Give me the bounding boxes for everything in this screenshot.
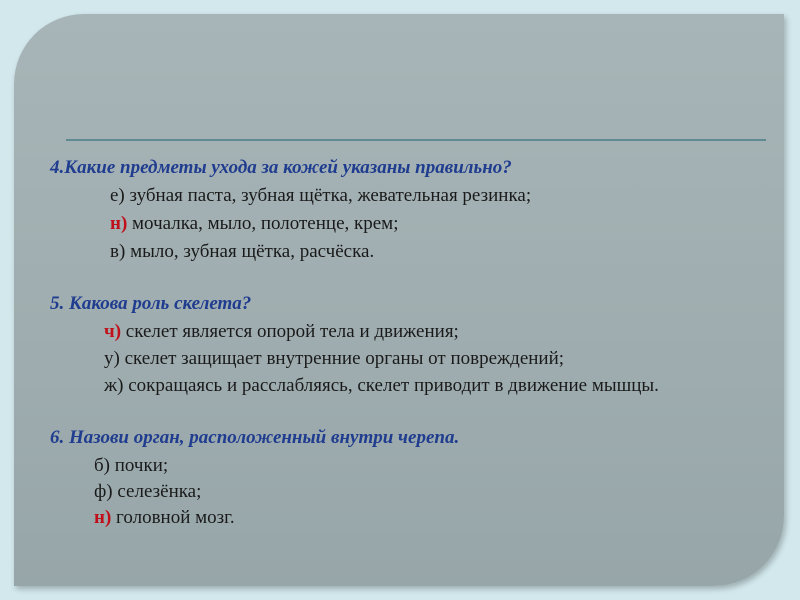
question-4-title: 4.Какие предметы ухода за кожей указаны правильно? — [50, 157, 512, 178]
option-text: мыло, зубная щётка, расчёска. — [125, 241, 375, 262]
question-5-title: 5. Какова роль скелета? — [50, 293, 252, 314]
correct-option-letter: н) — [94, 507, 112, 528]
question-6-title: 6. Назови орган, расположенный внутри черепа. — [50, 427, 460, 448]
slide-panel — [14, 14, 784, 586]
q6-option-n — [94, 506, 235, 530]
option-text: селезёнка; — [112, 481, 202, 502]
option-text: сокращаясь и расслабляясь, скелет приводит в движение мышцы. — [123, 375, 659, 396]
correct-option-letter: н) — [110, 213, 128, 234]
q5-option-ch — [104, 320, 459, 344]
option-letter: у) — [104, 348, 120, 369]
correct-option-letter: ч) — [104, 321, 122, 342]
q5-option-zh — [104, 374, 659, 398]
option-letter: в) — [110, 241, 126, 262]
option-text: мочалка, мыло, полотенце, крем; — [127, 213, 399, 234]
option-text: зубная паста, зубная щётка, жевательная резинка; — [124, 185, 532, 206]
q4-option-v — [110, 240, 374, 264]
title-divider — [66, 139, 766, 141]
q4-option-e — [110, 184, 531, 208]
q6-option-b — [94, 454, 168, 478]
option-letter: ф) — [94, 481, 113, 502]
option-text: головной мозг. — [111, 507, 235, 528]
option-text: скелет является опорой тела и движения; — [121, 321, 459, 342]
option-letter: е) — [110, 185, 125, 206]
q6-option-f — [94, 480, 201, 504]
option-letter: б) — [94, 455, 110, 476]
q4-option-n — [110, 212, 398, 236]
option-text: скелет защищает внутренние органы от повреждений; — [119, 348, 565, 369]
option-text: почки; — [110, 455, 169, 476]
q5-option-u — [104, 347, 564, 371]
option-letter: ж) — [104, 375, 124, 396]
